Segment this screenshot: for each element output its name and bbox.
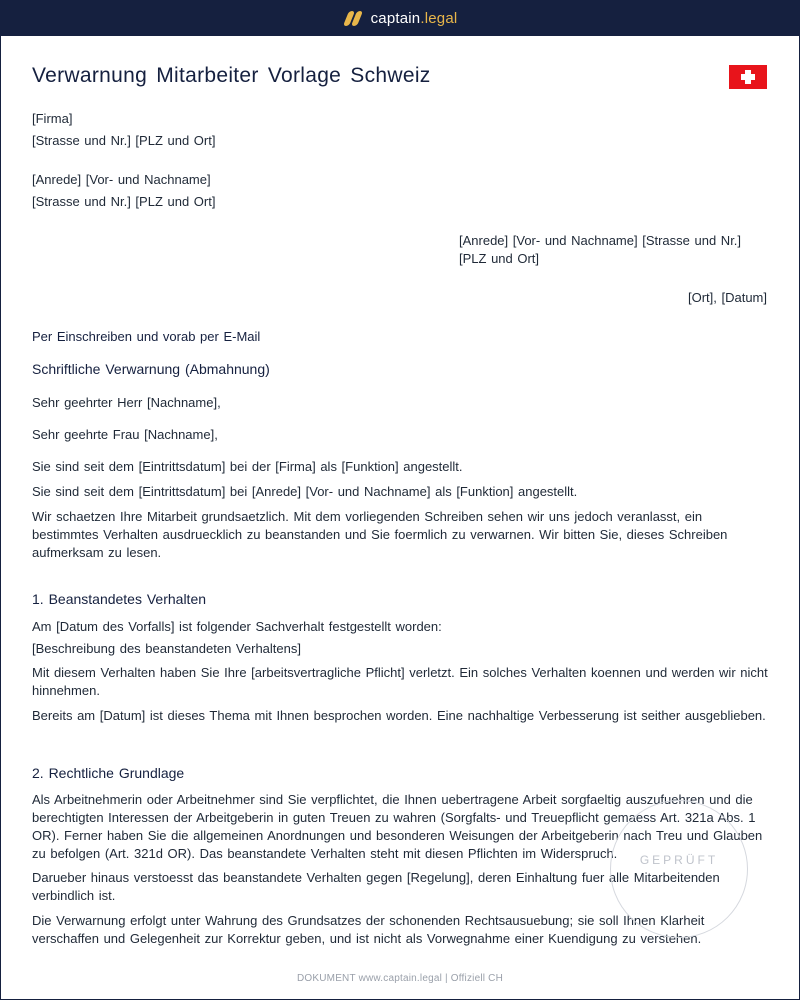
sender-company: [Firma] (32, 111, 73, 126)
recipient-address: [Strasse und Nr.] [PLZ und Ort] (32, 194, 216, 209)
greeting-male: Sehr geehrter Herr [Nachname], (32, 395, 221, 410)
sender-address: [Strasse und Nr.] [PLZ und Ort] (32, 133, 216, 148)
section-1-paragraph-3: Mit diesem Verhalten haben Sie Ihre [arbeitsvertragliche Pflicht] verletzt. Ein solches Verhalten koennen und werden wir nicht hinnehmen. (32, 665, 768, 698)
section-2-paragraph-3: Die Verwarnung erfolgt unter Wahrung des Grundsatzes der schonenden Rechtsausuebung; sie soll Ihnen Klarheit verschaffen und Gelegenheit zur Korrektur geben, und ist nicht als Vorwegnahme einer Kuendigung zu verstehen. (32, 913, 705, 946)
page-footer: DOKUMENT www.captain.legal | Offiziell CH (296, 973, 504, 984)
intro-paragraph-2: Sie sind seit dem [Eintrittsdatum] bei [Anrede] [Vor- und Nachname] als [Funktion] angestellt. (32, 484, 578, 499)
captain-logo-icon (343, 10, 363, 26)
verified-stamp-watermark (610, 800, 748, 938)
swiss-flag-icon (729, 65, 767, 89)
section-1-heading: 1. Beanstandetes Verhalten (32, 591, 207, 607)
section-1-paragraph-2: [Beschreibung des beanstandeten Verhaltens] (32, 641, 301, 656)
recipient-name: [Anrede] [Vor- und Nachname] (32, 172, 211, 187)
greeting-female: Sehr geehrte Frau [Nachname], (32, 427, 218, 442)
subject-heading: Schriftliche Verwarnung (Abmahnung) (32, 361, 270, 377)
top-bar (0, 0, 800, 36)
intro-paragraph-1: Sie sind seit dem [Eintrittsdatum] bei der [Firma] als [Funktion] angestellt. (32, 459, 463, 474)
intro-paragraph-3: Wir schaetzen Ihre Mitarbeit grundsaetzlich. Mit dem vorliegenden Schreiben sehen wir uns jedoch veranlasst, ein bestimmtes Verhalten ausdruecklich zu beanstanden und Sie foermlich zu verwarnen. Wir bitten Sie, dieses Schreiben aufmerksam zu lesen. (32, 509, 728, 560)
document-title: Verwarnung Mitarbeiter Vorlage Schweiz (32, 64, 431, 87)
brand-name: captain.legal (370, 9, 458, 27)
section-2-heading: 2. Rechtliche Grundlage (32, 765, 185, 781)
address-block-line-1: [Anrede] [Vor- und Nachname] [Strasse und Nr.] (459, 233, 742, 248)
stamp-text: GEPRÜFT (639, 853, 719, 867)
section-2-paragraph-2: Darueber hinaus verstoesst das beanstandete Verhalten gegen [Regelung], deren Einhaltung fuer alle Mitarbeitenden verbindlich ist. (32, 870, 720, 903)
place-date: [Ort], [Datum] (687, 290, 767, 305)
address-block-line-2: [PLZ und Ort] (459, 251, 540, 266)
delivery-note: Per Einschreiben und vorab per E-Mail (32, 329, 261, 344)
section-1-paragraph-1: Am [Datum des Vorfalls] ist folgender Sachverhalt festgestellt worden: (32, 619, 442, 634)
section-2-paragraph-1: Als Arbeitnehmerin oder Arbeitnehmer sind Sie verpflichtet, die Ihnen uebertragene Arbeit sorgfaeltig auszufuehren und die berechtigten Interessen der Arbeitgeberin in guten Treuen zu wahren (Sorgfalts- und Treuepflicht gemaess Art. 321a Abs. 1 OR). Ferner haben Sie die allgemeinen Anordnungen und besonderen Weisungen der Arbeitgeberin nach Treu und Glauben zu befolgen (Art. 321d OR). Das beanstandete Verhalten steht mit diesen Pflichten im Widerspruch. (32, 792, 763, 861)
brand-logo[interactable] (343, 10, 458, 27)
section-1-paragraph-4: Bereits am [Datum] ist dieses Thema mit Ihnen besprochen worden. Eine nachhaltige Verbesserung ist seither ausgeblieben. (32, 708, 766, 723)
